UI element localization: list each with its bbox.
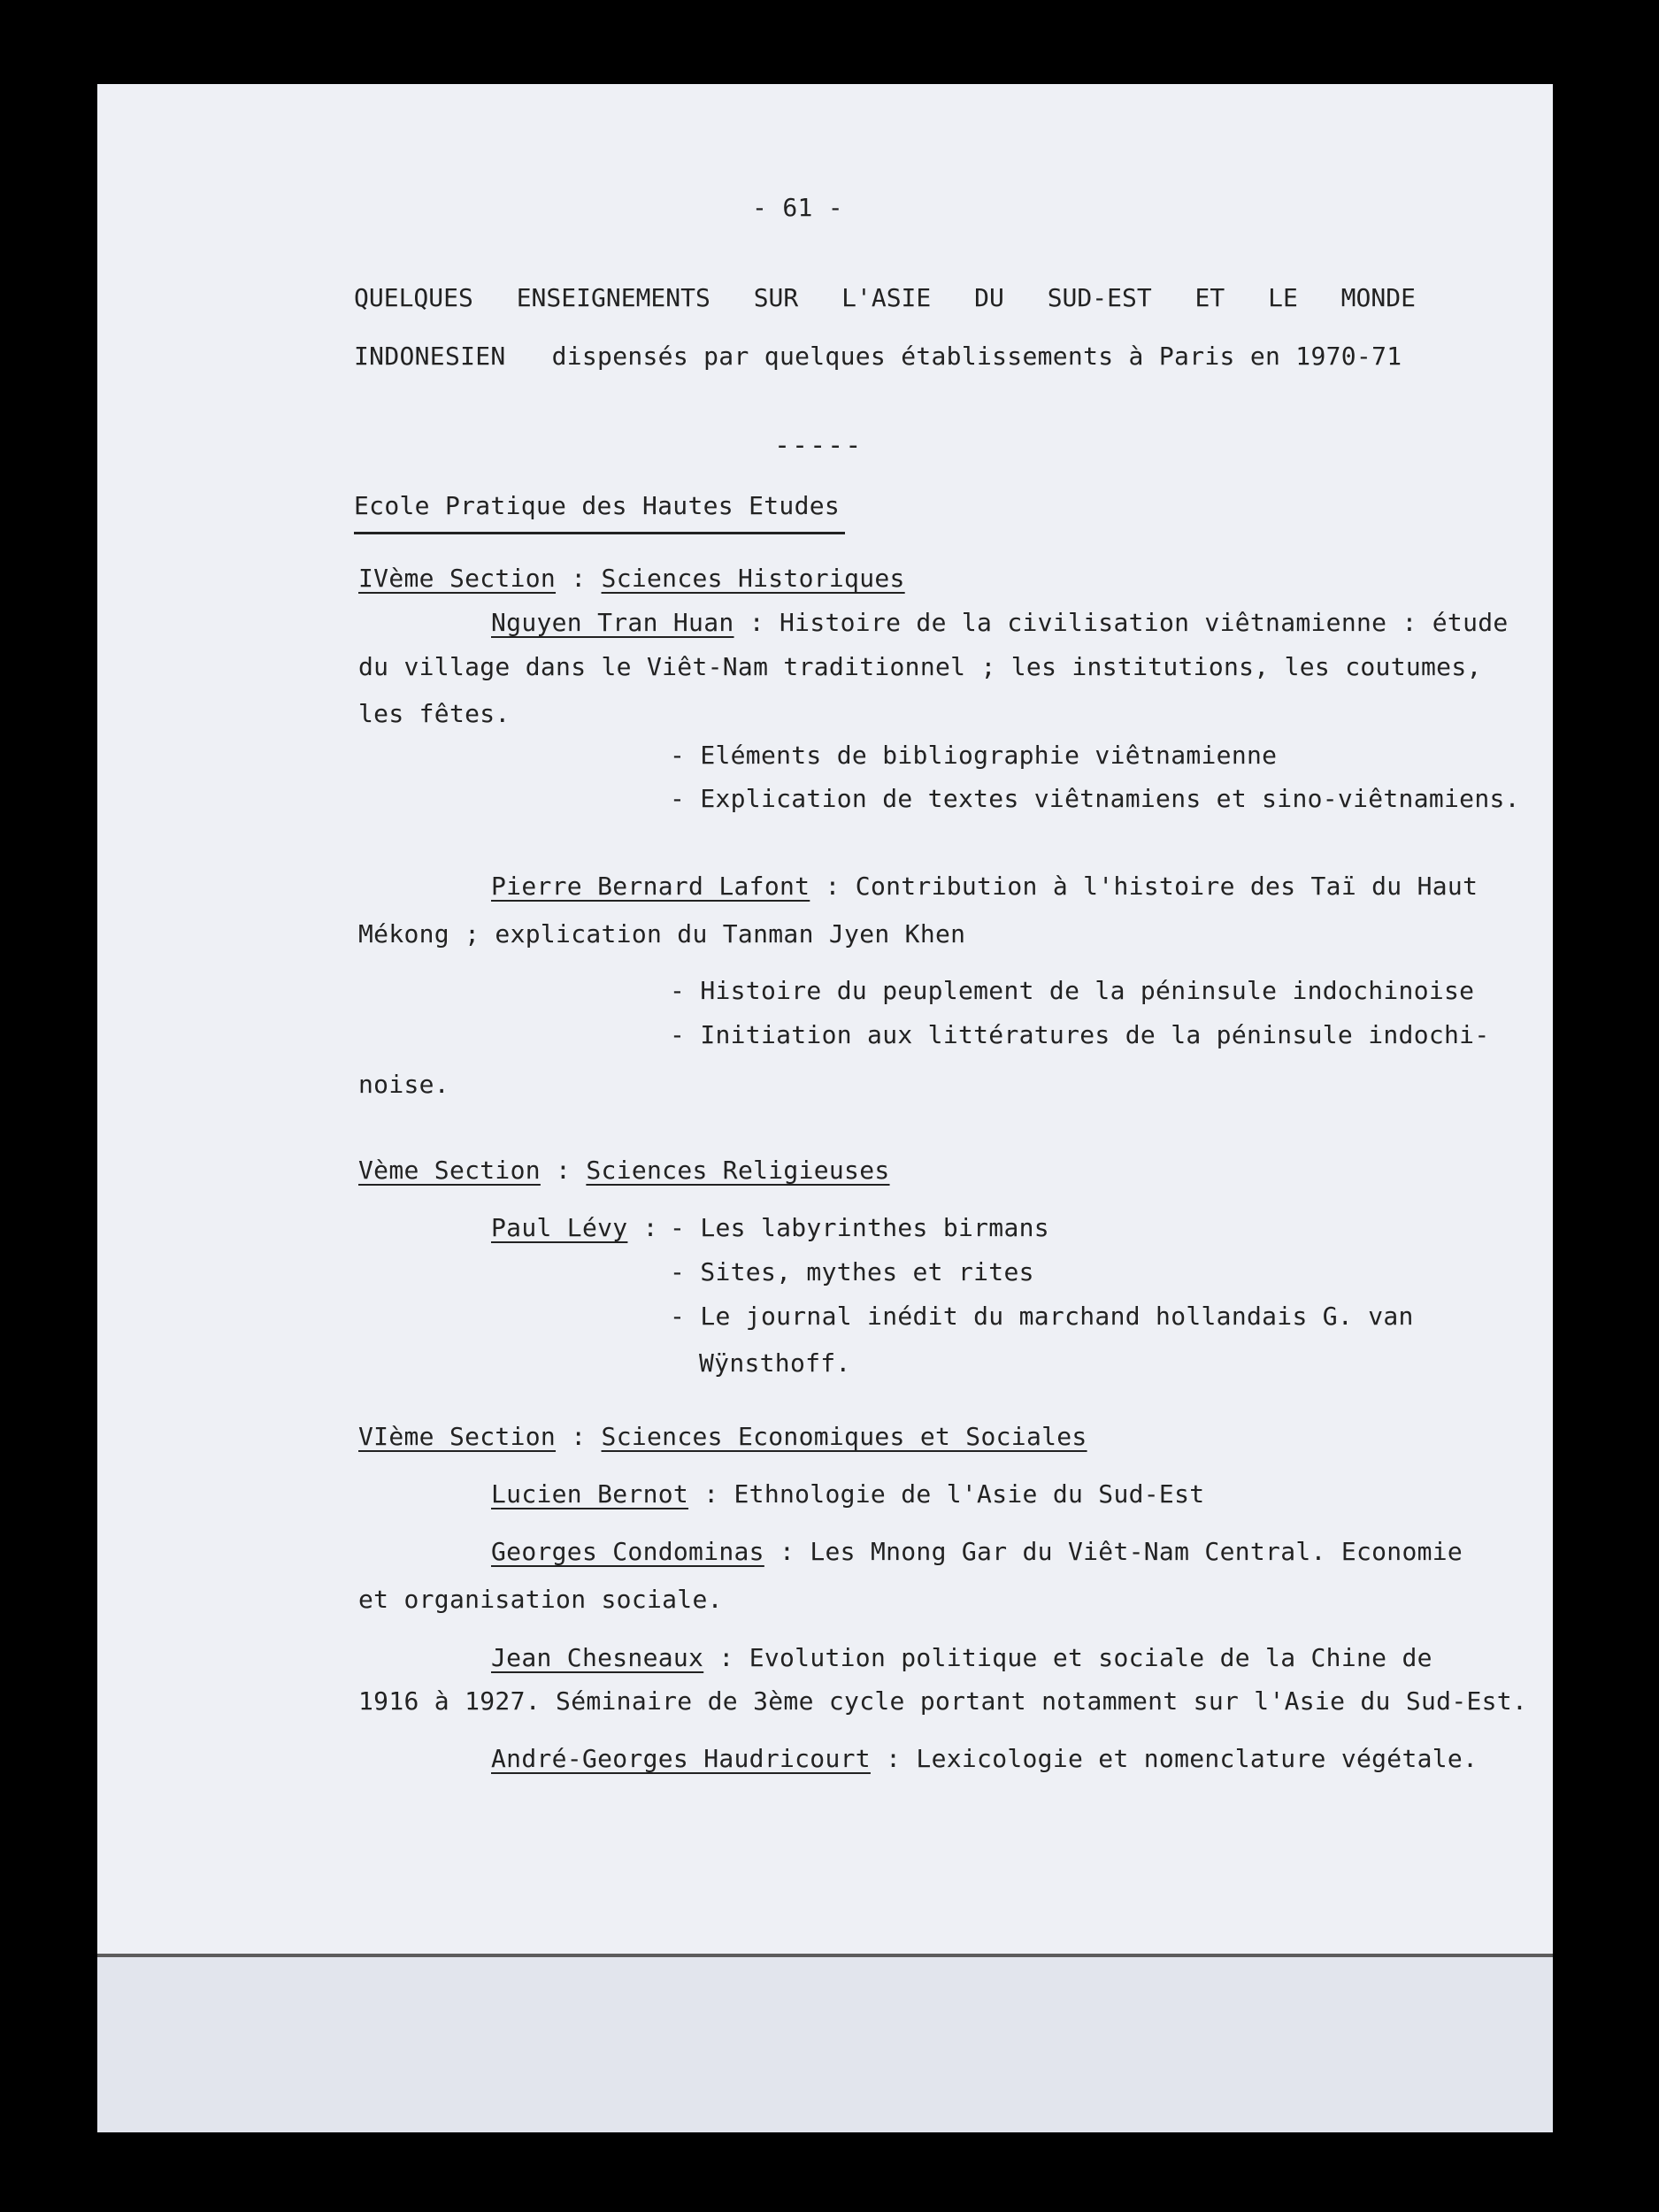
title-word: SUR xyxy=(753,283,799,312)
section-5-label: Vème Section xyxy=(358,1156,541,1185)
section-6-title: Sciences Economiques et Sociales xyxy=(601,1422,1087,1451)
chesneaux-line-2: 1916 à 1927. Séminaire de 3ème cycle portant notamment sur l'Asie du Sud-Est. xyxy=(358,1686,1528,1716)
lafont-desc-1: : Contribution à l'histoire des Taï du Haut xyxy=(810,872,1479,901)
section-6-colon: : xyxy=(556,1422,602,1451)
title-word: MONDE xyxy=(1340,283,1416,312)
levy-course-3-cont: Wÿnsthoff. xyxy=(699,1348,851,1378)
title-word: ET xyxy=(1194,283,1225,312)
nguyen-course-2: - Explication de textes viêtnamiens et sino-viêtnamiens. xyxy=(670,784,1520,813)
nguyen-name: Nguyen Tran Huan xyxy=(491,608,734,637)
title-line-1 xyxy=(354,283,1416,312)
section-5-heading xyxy=(358,1156,890,1186)
nguyen-course-1: - Eléments de bibliographie viêtnamienne xyxy=(670,741,1278,770)
title-word: L'ASIE xyxy=(841,283,932,312)
section-6-heading xyxy=(358,1422,1087,1452)
section-4-title: Sciences Historiques xyxy=(601,564,905,593)
fold-edge xyxy=(97,1954,1553,1957)
lafont-course-2-cont: noise. xyxy=(358,1070,449,1099)
levy-colon: : xyxy=(627,1213,658,1242)
nguyen-line-2: du village dans le Viêt-Nam traditionnel ; les institutions, les coutumes, xyxy=(358,652,1482,681)
levy-course-1: - Les labyrinthes birmans xyxy=(670,1213,1049,1242)
chesneaux-line-1 xyxy=(491,1643,1432,1673)
levy-name-line xyxy=(491,1213,658,1243)
section-6-label: VIème Section xyxy=(358,1422,557,1451)
nguyen-line-1 xyxy=(491,608,1509,638)
title-word: DU xyxy=(974,283,1004,312)
condominas-line-1 xyxy=(491,1537,1463,1567)
lafont-course-1: - Histoire du peuplement de la péninsule indochinoise xyxy=(670,976,1475,1005)
bernot-desc: : Ethnologie de l'Asie du Sud-Est xyxy=(688,1479,1205,1509)
institution-heading: Ecole Pratique des Hautes Etudes xyxy=(354,491,841,520)
chesneaux-name: Jean Chesneaux xyxy=(491,1643,704,1672)
section-5-colon: : xyxy=(540,1156,587,1185)
condominas-line-2: et organisation sociale. xyxy=(358,1585,723,1614)
levy-name: Paul Lévy xyxy=(491,1213,628,1242)
lafont-course-2: - Initiation aux littératures de la péninsule indochi- xyxy=(670,1020,1490,1049)
bernot-line xyxy=(491,1479,1204,1509)
title-line-2 xyxy=(354,342,1402,372)
lafont-line-2: Mékong ; explication du Tanman Jyen Khen xyxy=(358,919,966,949)
separator: ----- xyxy=(774,430,864,461)
title-word: SUD-EST xyxy=(1047,283,1152,312)
haudricourt-name: André-Georges Haudricourt xyxy=(491,1744,871,1773)
section-4-colon: : xyxy=(556,564,602,593)
chesneaux-desc-1: : Evolution politique et sociale de la Chine de xyxy=(703,1643,1432,1672)
condominas-name: Georges Condominas xyxy=(491,1537,764,1566)
levy-course-3: - Le journal inédit du marchand hollandais G. van xyxy=(670,1302,1414,1331)
levy-course-2: - Sites, mythes et rites xyxy=(670,1257,1034,1286)
title-word: LE xyxy=(1268,283,1298,312)
condominas-desc-1: : Les Mnong Gar du Viêt-Nam Central. Economie xyxy=(764,1537,1463,1566)
title-word: ENSEIGNEMENTS xyxy=(516,283,710,312)
title-word: QUELQUES xyxy=(354,283,473,312)
section-4-label: IVème Section xyxy=(358,564,557,593)
title-line-2-start: INDONESIEN xyxy=(354,342,506,371)
nguyen-line-3: les fêtes. xyxy=(358,699,511,728)
lafont-name: Pierre Bernard Lafont xyxy=(491,872,810,901)
bernot-name: Lucien Bernot xyxy=(491,1479,689,1509)
title-line-2-rest: dispensés par quelques établissements à Paris en 1970-71 xyxy=(551,342,1402,371)
section-4-heading xyxy=(358,564,905,594)
paper-lower-fold xyxy=(97,1957,1553,2132)
nguyen-desc-1: : Histoire de la civilisation viêtnamienne : étude xyxy=(733,608,1509,637)
section-5-title: Sciences Religieuses xyxy=(586,1156,890,1185)
haudricourt-line xyxy=(491,1744,1478,1774)
lafont-line-1 xyxy=(491,872,1478,902)
institution-underline xyxy=(354,532,845,534)
paper-sheet xyxy=(97,84,1553,2132)
page-number: - 61 - xyxy=(752,193,843,222)
haudricourt-desc: : Lexicologie et nomenclature végétale. xyxy=(870,1744,1479,1773)
